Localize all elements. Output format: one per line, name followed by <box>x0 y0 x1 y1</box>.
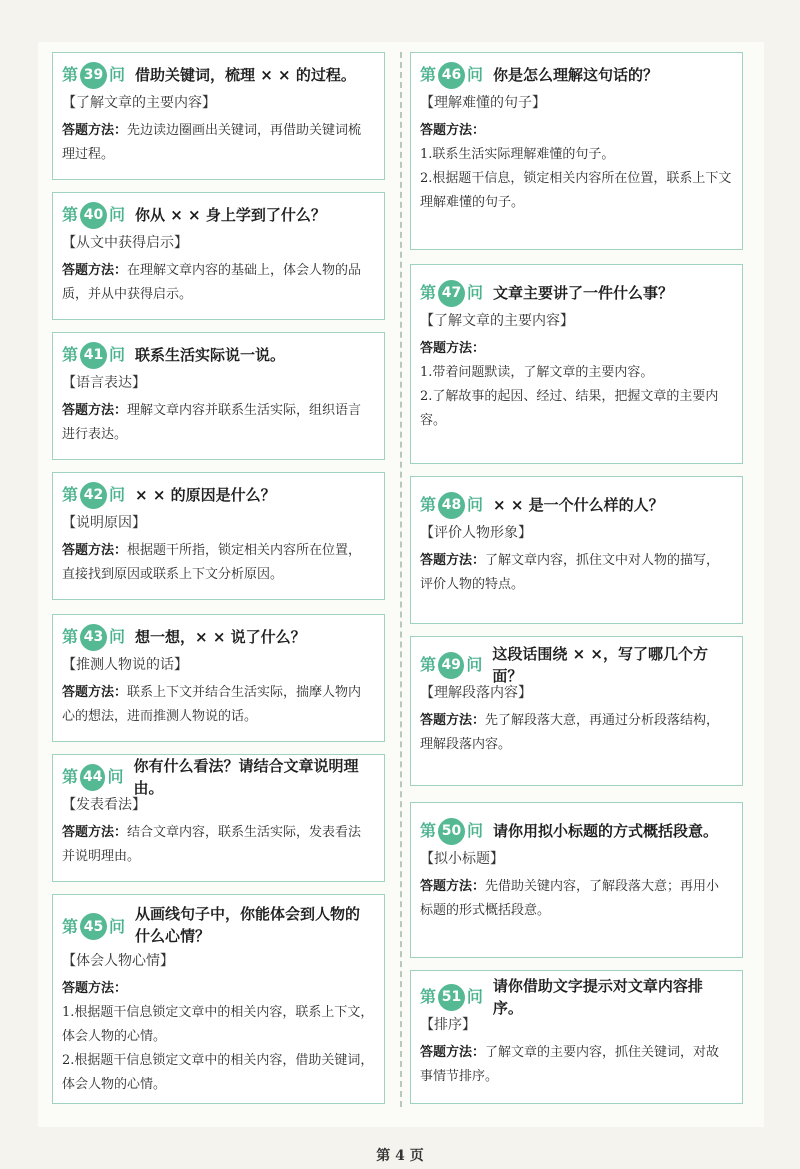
answer-method-step: 1.带着问题默读，了解文章的主要内容。 <box>420 365 654 380</box>
answer-method-label: 答题方法： <box>62 981 128 996</box>
question-number-badge: 39 <box>80 62 107 89</box>
question-number-badge: 49 <box>438 652 464 679</box>
question-text: 你有什么看法？请结合文章说明理由。 <box>133 757 359 797</box>
question-prefix: 第 <box>62 627 79 646</box>
question-tag: 【拟小标题】 <box>420 851 504 867</box>
answer-method-label: 答题方法： <box>62 685 128 700</box>
question-suffix: 问 <box>107 767 124 786</box>
question-suffix: 问 <box>467 65 484 84</box>
answer-method <box>420 119 732 215</box>
question-number-badge: 47 <box>438 280 465 307</box>
answer-method-text: 在理解文章内容的基础上，体会人物的品质，并从中获得启示。 <box>62 263 362 302</box>
answer-method-text: 理解文章内容并联系生活实际，组织语言进行表达。 <box>62 403 362 442</box>
answer-method-text: 先借助关键内容，了解段落大意；再用小标题的形式概括段意。 <box>420 879 720 918</box>
answer-method <box>62 119 374 167</box>
answer-method-label: 答题方法： <box>62 403 128 418</box>
question-number-badge: 48 <box>438 492 465 519</box>
answer-method <box>420 549 732 597</box>
question-card-42 <box>52 472 385 600</box>
answer-method <box>420 337 732 433</box>
question-card-51 <box>410 970 743 1104</box>
question-suffix: 问 <box>466 987 483 1006</box>
question-prefix: 第 <box>62 485 79 504</box>
question-tag: 【语言表达】 <box>62 375 146 391</box>
question-text: 借助关键词，梳理 × × 的过程。 <box>135 66 356 84</box>
question-text: 这段话围绕 × ×，写了哪几个方面？ <box>492 645 708 685</box>
question-prefix: 第 <box>420 655 437 674</box>
question-suffix: 问 <box>109 345 126 364</box>
answer-method-step: 1.根据题干信息锁定文章中的相关内容，联系上下文，体会人物的心情。 <box>62 1005 374 1044</box>
answer-method-label: 答题方法： <box>420 879 486 894</box>
question-card-49 <box>410 636 743 786</box>
answer-method <box>62 259 374 307</box>
question-number-badge: 44 <box>80 764 105 791</box>
question-suffix: 问 <box>467 821 484 840</box>
answer-method-text: 先了解段落大意，再通过分析段落结构，理解段落内容。 <box>420 713 720 752</box>
answer-method-label: 答题方法： <box>62 825 128 840</box>
question-suffix: 问 <box>109 205 126 224</box>
answer-method <box>420 875 732 923</box>
question-text: 你从 × × 身上学到了什么？ <box>135 206 326 224</box>
question-number-badge: 40 <box>80 202 107 229</box>
question-card-50 <box>410 802 743 958</box>
question-number-badge: 43 <box>80 624 107 651</box>
question-prefix: 第 <box>62 917 79 936</box>
question-suffix: 问 <box>467 495 484 514</box>
question-tag: 【从文中获得启示】 <box>62 235 188 251</box>
page-number: 第 4 页 <box>376 1148 424 1164</box>
answer-method <box>420 709 732 757</box>
question-card-43 <box>52 614 385 742</box>
question-text: 请你借助文字提示对文章内容排序。 <box>492 977 703 1017</box>
question-text: 文章主要讲了一件什么事？ <box>493 284 674 302</box>
question-number-badge: 41 <box>80 342 107 369</box>
answer-method-label: 答题方法： <box>420 553 486 568</box>
question-card-46 <box>410 52 743 250</box>
question-tag: 【体会人物心情】 <box>62 953 174 969</box>
answer-method-text: 了解文章的主要内容，抓住关键词，对故事情节排序。 <box>420 1045 720 1084</box>
question-tag: 【推测人物说的话】 <box>62 657 188 673</box>
question-tag: 【了解文章的主要内容】 <box>420 313 574 329</box>
question-text: × × 是一个什么样的人？ <box>493 496 664 514</box>
answer-method-text: 了解文章内容，抓住文中对人物的描写，评价人物的特点。 <box>420 553 720 592</box>
answer-method-text: 先边读边圈画出关键词，再借助关键词梳理过程。 <box>62 123 362 162</box>
question-number-badge: 45 <box>80 913 107 940</box>
question-card-47 <box>410 264 743 464</box>
question-suffix: 问 <box>109 627 126 646</box>
question-text: 请你用拟小标题的方式概括段意。 <box>493 822 719 840</box>
question-number-badge: 46 <box>438 62 465 89</box>
question-text: 联系生活实际说一说。 <box>135 346 286 364</box>
question-prefix: 第 <box>420 65 437 84</box>
question-suffix: 问 <box>466 655 483 674</box>
answer-method <box>62 821 374 869</box>
answer-method <box>62 539 374 587</box>
question-card-41 <box>52 332 385 460</box>
answer-method-label: 答题方法： <box>420 123 486 138</box>
question-prefix: 第 <box>420 495 437 514</box>
question-text: 你是怎么理解这句话的？ <box>493 66 659 84</box>
question-card-48 <box>410 476 743 624</box>
question-tag: 【了解文章的主要内容】 <box>62 95 216 111</box>
question-number-badge: 50 <box>438 818 465 845</box>
question-card-40 <box>52 192 385 320</box>
answer-method-step: 2.根据题干信息，锁定相关内容所在位置，联系上下文理解难懂的句子。 <box>420 171 732 210</box>
answer-method <box>62 977 374 1097</box>
question-suffix: 问 <box>467 283 484 302</box>
question-suffix: 问 <box>109 65 126 84</box>
question-prefix: 第 <box>62 767 79 786</box>
question-tag: 【评价人物形象】 <box>420 525 532 541</box>
question-tag: 【理解段落内容】 <box>420 685 532 701</box>
answer-method-label: 答题方法： <box>420 713 486 728</box>
answer-method-label: 答题方法： <box>420 341 486 356</box>
question-suffix: 问 <box>109 485 126 504</box>
question-text: × × 的原因是什么？ <box>135 486 276 504</box>
question-prefix: 第 <box>420 987 437 1006</box>
question-number-badge: 42 <box>80 482 107 509</box>
column-divider <box>400 52 402 1107</box>
answer-method-label: 答题方法： <box>62 543 128 558</box>
question-tag: 【发表看法】 <box>62 797 146 813</box>
question-prefix: 第 <box>62 205 79 224</box>
answer-method-text: 结合文章内容，联系生活实际，发表看法并说明理由。 <box>62 825 362 864</box>
answer-method-label: 答题方法： <box>420 1045 486 1060</box>
question-suffix: 问 <box>109 917 126 936</box>
question-card-45 <box>52 894 385 1104</box>
question-text: 想一想，× × 说了什么？ <box>135 628 306 646</box>
question-tag: 【排序】 <box>420 1017 476 1033</box>
answer-method-label: 答题方法： <box>62 123 128 138</box>
answer-method-step: 1.联系生活实际理解难懂的句子。 <box>420 147 615 162</box>
question-number-badge: 51 <box>438 984 465 1011</box>
answer-method-text: 联系上下文并结合生活实际，揣摩人物内心的想法，进而推测人物说的话。 <box>62 685 362 724</box>
question-prefix: 第 <box>420 821 437 840</box>
answer-method <box>62 681 374 729</box>
question-card-44 <box>52 754 385 882</box>
answer-method <box>420 1041 732 1089</box>
answer-method-label: 答题方法： <box>62 263 128 278</box>
answer-method-text: 根据题干所指，锁定相关内容所在位置，直接找到原因或联系上下文分析原因。 <box>62 543 362 582</box>
question-prefix: 第 <box>62 65 79 84</box>
question-prefix: 第 <box>62 345 79 364</box>
answer-method <box>62 399 374 447</box>
question-text: 从画线句子中，你能体会到人物的什么心情？ <box>135 905 361 945</box>
answer-method-step: 2.根据题干信息锁定文章中的相关内容，借助关键词，体会人物的心情。 <box>62 1053 374 1092</box>
answer-method-step: 2.了解故事的起因、经过、结果，把握文章的主要内容。 <box>420 389 719 428</box>
question-prefix: 第 <box>420 283 437 302</box>
question-card-39 <box>52 52 385 180</box>
question-tag: 【理解难懂的句子】 <box>420 95 546 111</box>
question-tag: 【说明原因】 <box>62 515 146 531</box>
